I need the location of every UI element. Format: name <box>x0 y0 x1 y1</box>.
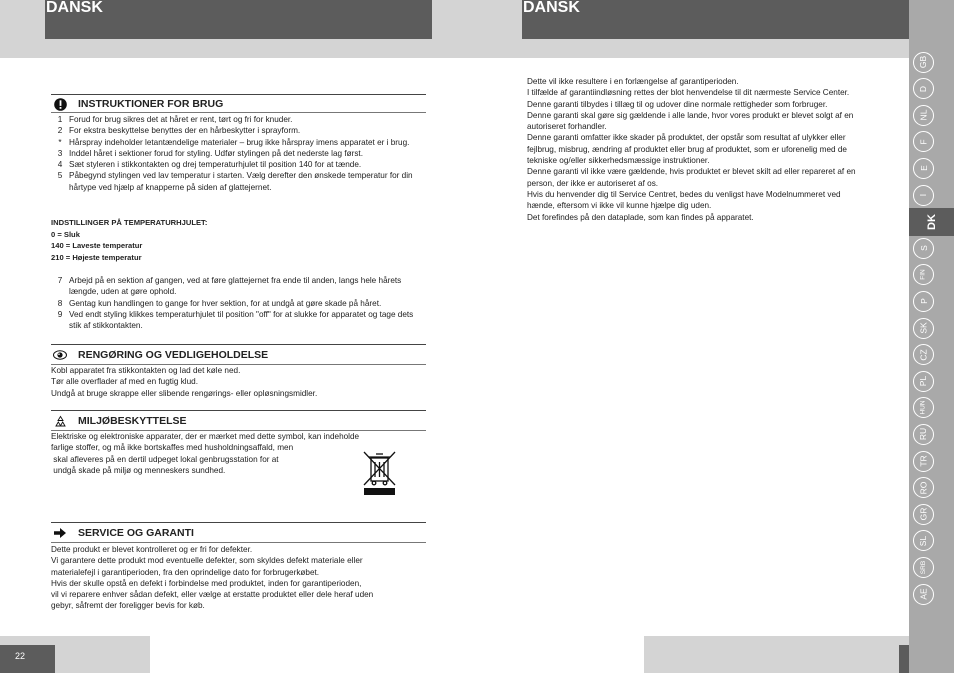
environment-heading <box>53 414 187 428</box>
service-title: SERVICE OG GARANTI <box>78 527 194 539</box>
step-number: 8 <box>57 298 63 308</box>
setting-line: 210 = Højeste temperatur <box>51 252 142 262</box>
language-code: GB <box>918 55 929 69</box>
language-code: TR <box>918 455 929 467</box>
environment-title: MILJØBESKYTTELSE <box>78 415 187 427</box>
eye-icon <box>53 348 67 362</box>
step-number: 2 <box>57 126 63 136</box>
text-line: Undgå at bruge skrappe eller slibende rengørings- eller opløsningsmidler. <box>51 388 318 398</box>
language-tab-sk[interactable] <box>913 318 934 339</box>
text-line: Hvis du henvender dig til Service Centret, bedes du venligst have Modelnummeret ved <box>527 189 841 199</box>
text-line: Denne garanti skal gøre sig gældende i alle lande, hvor vores produkt er blevet solgt af en <box>527 110 854 120</box>
cleaning-text <box>51 365 426 399</box>
text-line: Denne garanti tilbydes i tillæg til og udover dine normale rettigheder som forbruger. <box>527 99 828 109</box>
service-rule-bottom <box>51 542 426 543</box>
setting-line: 0 = Sluk <box>51 230 80 239</box>
instruction-step <box>51 114 426 125</box>
text-line: Dette vil ikke resultere i en forlængelse af garantiperioden. <box>527 77 739 86</box>
settings-title: INDSTILLINGER PÅ TEMPERATURHJULET: <box>51 218 208 227</box>
text-line: Tør alle overflader af med en fugtig klud. <box>51 377 198 387</box>
right-header-title: DANSK <box>523 0 580 16</box>
right-header <box>522 0 909 39</box>
text-line: fejlbrug, misbrug, ændring af produktet eller brug af produktet, som er uforenelig med de <box>527 144 847 154</box>
step-number: 1 <box>57 115 63 124</box>
text-line: Kobl apparatet fra stikkontakten og lad det køle ned. <box>51 366 241 375</box>
step-text: Gentag kun handlingen to gange for hver sektion, for at undgå at gøre skade på håret. <box>69 298 382 308</box>
text-line: Dette produkt er blevet kontrolleret og er fri for defekter. <box>51 545 253 554</box>
instructions-title: INSTRUKTIONER FOR BRUG <box>78 98 224 110</box>
language-tab-ru[interactable] <box>913 424 934 445</box>
cleaning-rule-top <box>51 344 426 345</box>
language-code: DK <box>925 213 938 230</box>
instruction-step <box>51 137 426 148</box>
instruction-step <box>51 170 426 193</box>
setting-line: 140 = Laveste temperatur <box>51 241 143 251</box>
text-line: I tilfælde af garantiindløsning rettes der blot henvendelse til dit nærmeste Service Center. <box>527 88 850 98</box>
language-tab-pl[interactable] <box>913 371 934 392</box>
language-tab-p[interactable] <box>913 291 934 312</box>
text-line: hænde, eftersom vi ikke vil kunne hjælpe dig uden. <box>527 201 712 211</box>
language-tab-gr[interactable] <box>913 504 934 525</box>
warning-icon <box>53 97 67 111</box>
language-code: SRB <box>920 560 927 575</box>
step-text: Påbegynd stylingen ved lav temperatur i starten. Vælg derefter den ønskede temperatur for din hårtype ved hjælp af knapperne på siden af glattejernet. <box>69 171 413 192</box>
instruction-step <box>51 125 426 136</box>
language-code: SL <box>918 535 929 546</box>
instruction-step <box>51 148 426 159</box>
language-tab-s[interactable] <box>913 238 934 259</box>
text-line: Elektriske og elektroniske apparater, der er mærket med dette symbol, kan indeholde <box>51 432 360 441</box>
service-heading <box>53 526 194 540</box>
language-code: E <box>918 165 929 172</box>
instruction-step <box>51 275 426 298</box>
step-text: Hårspray indeholder letantændelige materialer – brug ikke hårspray imens apparatet er i brug. <box>69 137 410 147</box>
instructions-rule-top <box>51 94 426 95</box>
language-tab-srb[interactable] <box>913 557 934 578</box>
text-line: Vi garantere dette produkt mod eventuelle defekter, som skyldes defekt materiale eller <box>51 556 363 566</box>
step-text: Ved endt styling klikkes temperaturhjulet til position "off" for at slukke for apparatet og tage dets stik af stikkontakten. <box>69 309 414 331</box>
step-text: For ekstra beskyttelse benyttes der en hårbeskytter i sprayform. <box>69 126 301 136</box>
text-line: undgå skade på miljø og menneskers sundhed. <box>51 465 226 475</box>
arrow-right-icon <box>53 526 67 540</box>
language-code: SK <box>918 322 929 334</box>
step-number: 7 <box>57 276 63 285</box>
service-text <box>51 544 426 612</box>
language-tab-ro[interactable] <box>913 477 934 498</box>
settings-list <box>51 229 142 263</box>
instruction-step <box>51 298 426 309</box>
language-code: FIN <box>919 269 927 281</box>
instructions-steps-a <box>51 114 426 193</box>
cleaning-title: RENGØRING OG VEDLIGEHOLDELSE <box>78 349 269 361</box>
text-line: Hvis der skulle opstå en defekt i forbindelse med produktet, inden for garantiperioden, <box>51 578 362 588</box>
text-line: farlige stoffer, og må ikke bortskaffes med husholdningsaffald, men <box>51 443 294 453</box>
language-tab-cz[interactable] <box>913 344 934 365</box>
environment-rule-top <box>51 410 426 411</box>
language-tab-e[interactable] <box>913 158 934 179</box>
language-code: AE <box>918 588 929 600</box>
weee-crossed-bin-icon <box>362 450 397 496</box>
language-code: P <box>918 298 929 305</box>
step-number: 5 <box>57 171 63 181</box>
text-line: autoriseret forhandler. <box>527 122 607 132</box>
text-line: gebyr, såfremt der foreligger bevis for køb. <box>51 601 205 611</box>
instructions-heading <box>53 97 223 111</box>
step-text: Inddel håret i sektioner forud for styling. Udfør stylingen på det nederste lag først. <box>69 148 363 158</box>
cleaning-heading <box>53 348 268 362</box>
instructions-rule-bottom <box>51 112 426 113</box>
language-code: RO <box>918 481 929 494</box>
text-line: vil vi reparere enhver sådan defekt, eller vælge at erstatte produktet eller dele heraf uden <box>51 590 374 600</box>
language-tab-tr[interactable] <box>913 451 934 472</box>
language-code: I <box>918 193 929 197</box>
language-code: RU <box>918 428 929 441</box>
language-tab-dk[interactable] <box>909 208 954 236</box>
recycle-icon <box>53 414 67 428</box>
step-text: Arbejd på en sektion af gangen, ved at føre glattejernet fra ende til anden, langs hele hårets længde, uden at gøre ophold. <box>69 276 402 297</box>
instructions-steps-b <box>51 275 426 331</box>
step-text: Forud for brug sikres det at håret er rent, tørt og fri for knuder. <box>69 115 293 124</box>
language-tab-i[interactable] <box>913 185 934 206</box>
language-code: D <box>918 85 929 92</box>
service-rule-top <box>51 522 426 523</box>
language-tab-ae[interactable] <box>913 584 934 605</box>
text-line: Denne garanti vil ikke være gældende, hvis produktet er blevet skilt ad eller repareret af en <box>527 167 856 177</box>
language-code: F <box>918 139 929 145</box>
language-code: S <box>918 245 929 252</box>
language-tab-gb[interactable] <box>913 52 934 73</box>
text-line: materialefejl i garantiperioden, fra den oprindelige dato for forbrugerkøbet. <box>51 567 320 577</box>
bottom-white-gap <box>150 636 644 673</box>
language-code: PL <box>918 375 929 387</box>
text-line: person, der ikke er autoriseret af os. <box>527 178 659 188</box>
text-line: Denne garanti omfatter ikke skader på produktet, der opstår som resultat af ulykker eller <box>527 133 846 143</box>
language-tab-nl[interactable] <box>913 105 934 126</box>
language-code: GR <box>918 507 929 521</box>
language-code: NL <box>918 109 929 121</box>
instruction-step <box>51 309 426 332</box>
instruction-step <box>51 159 426 170</box>
text-line: skal afleveres på en dertil udpeget lokal genbrugsstation for at <box>51 454 279 464</box>
step-number: * <box>58 137 62 147</box>
language-code: CZ <box>918 348 929 361</box>
left-header-title: DANSK <box>46 0 103 16</box>
right-page-text <box>527 76 899 223</box>
text-line: tekniske og/eller sikkerhedsmæssige instruktioner. <box>527 156 710 166</box>
step-number: 9 <box>57 309 63 319</box>
step-number: 3 <box>57 148 63 158</box>
left-header <box>45 0 432 39</box>
text-line: Det forefindes på den dataplade, som kan findes på apparatet. <box>527 212 754 222</box>
language-code: HUN <box>920 400 927 415</box>
language-tab-d[interactable] <box>913 78 934 99</box>
page-number-left: 22 <box>0 645 55 673</box>
step-number: 4 <box>57 160 63 170</box>
step-text: Sæt styleren i stikkontakten og drej temperaturhjulet til position 140 for at tænde. <box>69 160 362 170</box>
